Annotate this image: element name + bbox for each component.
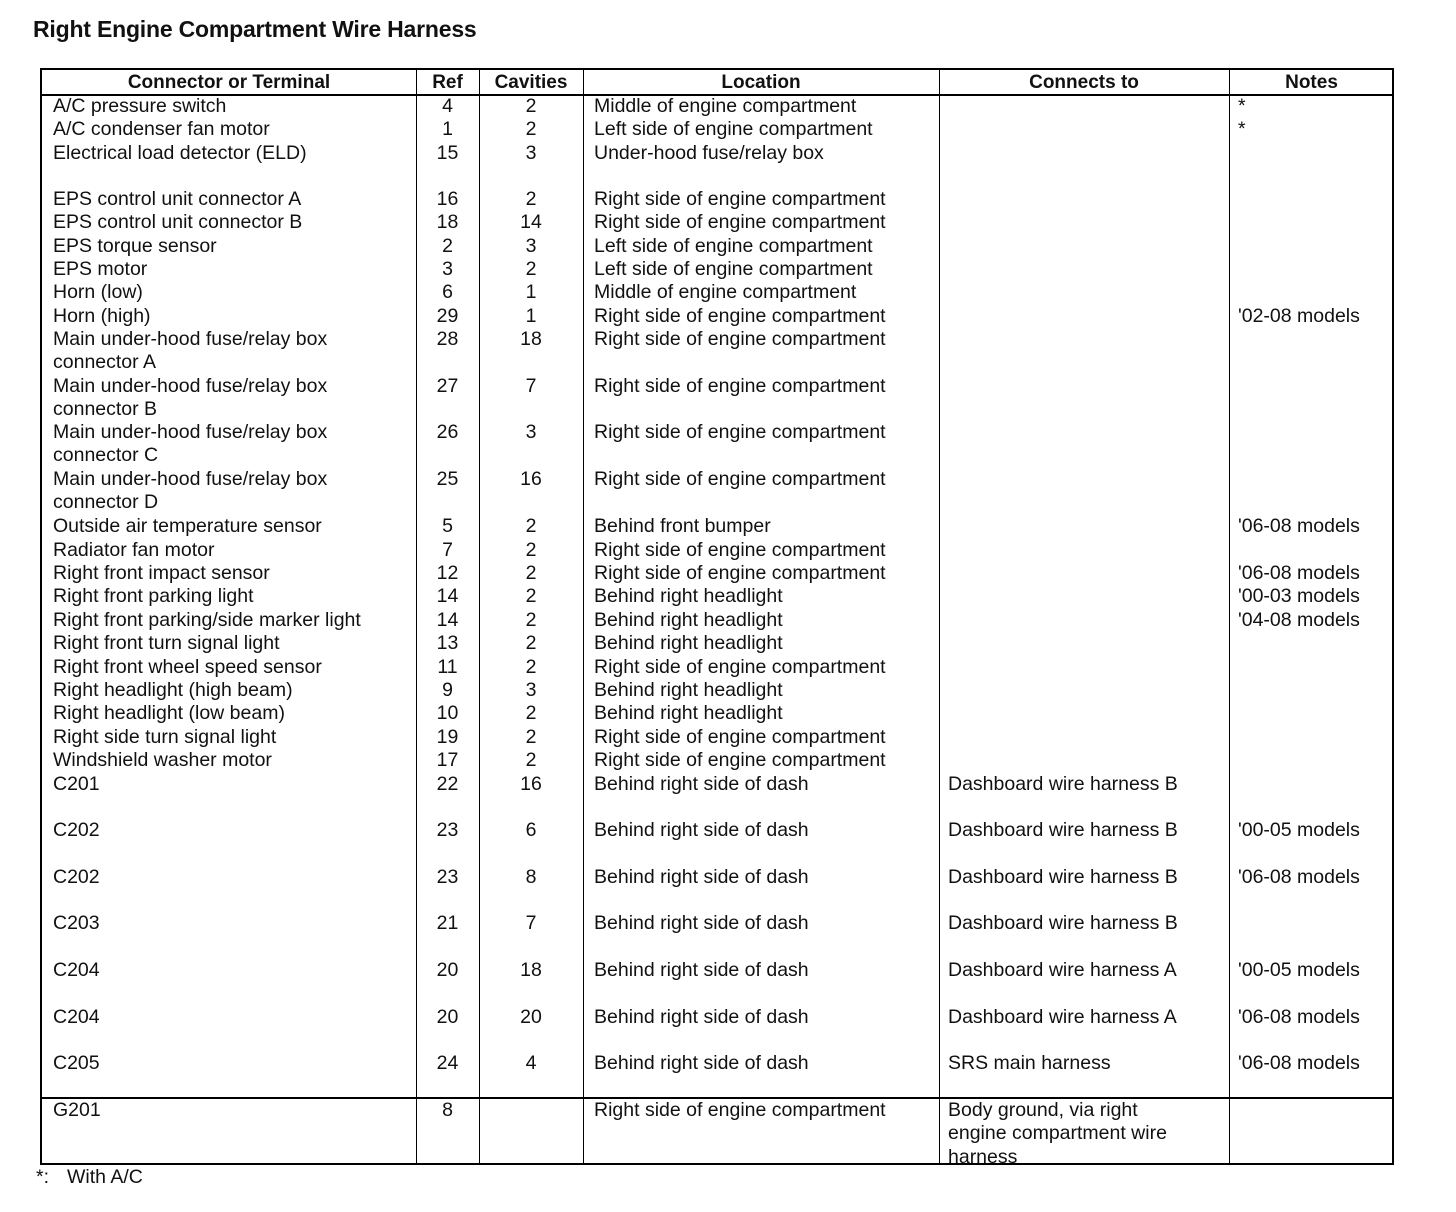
harness-table xyxy=(40,68,1394,1168)
cell-ref: 13 xyxy=(436,632,459,654)
cell-ref: 8 xyxy=(442,1099,453,1121)
cell-ref: 14 xyxy=(436,585,459,607)
cell-connector: Right front parking light xyxy=(53,585,254,607)
cell-ref: 23 xyxy=(436,819,459,841)
cell-ref: 15 xyxy=(436,142,459,164)
cell-location: Left side of engine compartment xyxy=(594,118,873,140)
cell-connector: EPS torque sensor xyxy=(53,235,217,257)
column-divider xyxy=(1229,70,1230,1163)
cell-connector: C204 xyxy=(53,1006,100,1028)
cell-cavities: 3 xyxy=(525,679,537,701)
footnote-text: With A/C xyxy=(67,1166,143,1188)
cell-location: Behind right side of dash xyxy=(594,1006,809,1028)
cell-location: Right side of engine compartment xyxy=(594,726,886,748)
cell-cavities: 6 xyxy=(525,819,537,841)
cell-cavities: 2 xyxy=(525,726,537,748)
cell-location: Right side of engine compartment xyxy=(594,468,886,490)
cell-connects-to: Dashboard wire harness A xyxy=(948,959,1177,981)
cell-location: Left side of engine compartment xyxy=(594,258,873,280)
cell-location: Right side of engine compartment xyxy=(594,188,886,210)
cell-ref: 20 xyxy=(436,959,459,981)
cell-location: Behind right side of dash xyxy=(594,819,809,841)
column-divider xyxy=(583,70,584,1163)
cell-cavities: 3 xyxy=(525,142,537,164)
cell-ref: 6 xyxy=(442,281,453,303)
cell-connector: Radiator fan motor xyxy=(53,539,215,561)
cell-connector: Main under-hood fuse/relay box xyxy=(53,328,328,350)
cell-cavities: 2 xyxy=(525,749,537,771)
cell-connector: C203 xyxy=(53,912,100,934)
header-connector: Connector or Terminal xyxy=(127,72,331,93)
cell-notes: '06-08 models xyxy=(1238,1052,1360,1074)
cell-location: Behind right headlight xyxy=(594,702,783,724)
cell-ref: 11 xyxy=(437,656,458,678)
cell-connector: Main under-hood fuse/relay box xyxy=(53,375,328,397)
cell-location: Middle of engine compartment xyxy=(594,281,857,303)
cell-location: Right side of engine compartment xyxy=(594,305,886,327)
header-ref: Ref xyxy=(432,72,463,93)
cell-cavities: 2 xyxy=(525,118,537,140)
header-cavities: Cavities xyxy=(494,72,568,93)
cell-location: Behind right headlight xyxy=(594,632,783,654)
cell-ref: 25 xyxy=(436,468,459,490)
cell-connector: Right front parking/side marker light xyxy=(53,609,361,631)
cell-connector: C202 xyxy=(53,866,100,888)
cell-location: Right side of engine compartment xyxy=(594,375,886,397)
cell-cavities: 7 xyxy=(525,375,537,397)
cell-cavities: 2 xyxy=(525,609,537,631)
cell-ref: 19 xyxy=(436,726,459,748)
cell-connects-to: SRS main harness xyxy=(948,1052,1111,1074)
cell-connector: Right front turn signal light xyxy=(53,632,280,654)
cell-connector: EPS control unit connector A xyxy=(53,188,302,210)
cell-notes: * xyxy=(1238,95,1246,117)
cell-cavities: 2 xyxy=(525,702,537,724)
cell-connector: Windshield washer motor xyxy=(53,749,272,771)
cell-cavities: 2 xyxy=(525,258,537,280)
cell-cavities: 1 xyxy=(525,305,537,327)
cell-cavities: 3 xyxy=(525,421,537,443)
cell-cavities: 3 xyxy=(525,235,537,257)
cell-connector: connector B xyxy=(53,398,158,421)
footnote xyxy=(36,1166,143,1189)
cell-ref: 23 xyxy=(436,866,459,888)
footnote-symbol: *: xyxy=(36,1166,50,1188)
cell-ref: 17 xyxy=(436,749,459,771)
cell-connector: A/C pressure switch xyxy=(53,95,227,117)
header-location: Location xyxy=(721,72,801,93)
header-notes: Notes xyxy=(1285,72,1338,93)
cell-notes: '06-08 models xyxy=(1238,562,1360,584)
cell-cavities: 18 xyxy=(520,959,542,981)
cell-location: Behind right headlight xyxy=(594,585,783,607)
cell-connects-to: engine compartment wire xyxy=(948,1122,1167,1145)
cell-cavities: 2 xyxy=(525,539,537,561)
cell-ref: 12 xyxy=(436,562,459,584)
cell-connector: EPS control unit connector B xyxy=(53,211,303,233)
cell-ref: 5 xyxy=(442,515,453,537)
cell-ref: 24 xyxy=(436,1052,459,1074)
cell-ref: 26 xyxy=(436,421,459,443)
cell-cavities: 20 xyxy=(520,1006,542,1028)
cell-connector: G201 xyxy=(53,1099,101,1121)
cell-cavities: 2 xyxy=(525,656,537,678)
cell-notes: '00-05 models xyxy=(1238,819,1360,841)
cell-notes: * xyxy=(1238,118,1246,140)
cell-notes: '06-08 models xyxy=(1238,1006,1360,1028)
cell-location: Behind right side of dash xyxy=(594,866,809,888)
cell-location: Behind right side of dash xyxy=(594,959,809,981)
cell-connector: EPS motor xyxy=(53,258,148,280)
cell-location: Right side of engine compartment xyxy=(594,421,886,443)
cell-cavities: 2 xyxy=(525,562,537,584)
cell-location: Right side of engine compartment xyxy=(594,562,886,584)
cell-notes: '06-08 models xyxy=(1238,515,1360,537)
cell-location: Right side of engine compartment xyxy=(594,328,886,350)
cell-cavities: 2 xyxy=(525,585,537,607)
cell-location: Behind right side of dash xyxy=(594,773,809,795)
cell-connects-to: Dashboard wire harness B xyxy=(948,819,1178,841)
cell-connects-to: Dashboard wire harness B xyxy=(948,773,1178,795)
cell-cavities: 8 xyxy=(525,866,537,888)
cell-location: Behind front bumper xyxy=(594,515,771,537)
cell-notes: '06-08 models xyxy=(1238,866,1360,888)
cell-location: Right side of engine compartment xyxy=(594,656,886,678)
cell-ref: 20 xyxy=(436,1006,459,1028)
cell-notes: '00-05 models xyxy=(1238,959,1360,981)
cell-location: Right side of engine compartment xyxy=(594,1099,886,1121)
cell-ref: 21 xyxy=(436,912,459,934)
cell-ref: 29 xyxy=(436,305,459,327)
cell-location: Middle of engine compartment xyxy=(594,95,857,117)
cell-notes: '02-08 models xyxy=(1238,305,1360,327)
cell-cavities: 2 xyxy=(525,515,537,537)
cell-cavities: 16 xyxy=(520,773,542,795)
cell-connector: C205 xyxy=(53,1052,100,1074)
cell-location: Right side of engine compartment xyxy=(594,211,886,233)
cell-cavities: 2 xyxy=(525,632,537,654)
cell-cavities: 14 xyxy=(520,211,542,233)
cell-connector: connector D xyxy=(53,491,159,514)
cell-connector: C202 xyxy=(53,819,100,841)
cell-connector: Main under-hood fuse/relay box xyxy=(53,421,328,443)
cell-connector: Right front impact sensor xyxy=(53,562,270,584)
cell-location: Behind right headlight xyxy=(594,679,783,701)
cell-connector: C201 xyxy=(53,773,100,795)
cell-cavities: 16 xyxy=(520,468,542,490)
cell-cavities: 1 xyxy=(525,281,537,303)
cell-location: Behind right side of dash xyxy=(594,1052,809,1074)
cell-location: Right side of engine compartment xyxy=(594,539,886,561)
cell-connects-to: harness xyxy=(948,1145,1018,1168)
cell-ref: 14 xyxy=(436,609,459,631)
cell-connector: Horn (high) xyxy=(53,305,151,327)
cell-connector: C204 xyxy=(53,959,100,981)
cell-ref: 10 xyxy=(436,702,459,724)
cell-cavities: 7 xyxy=(525,912,537,934)
cell-ref: 2 xyxy=(442,235,453,257)
cell-connects-to: Dashboard wire harness B xyxy=(948,912,1178,934)
cell-location: Behind right headlight xyxy=(594,609,783,631)
cell-connects-to: Dashboard wire harness A xyxy=(948,1006,1177,1028)
column-divider xyxy=(939,70,940,1163)
cell-ref: 18 xyxy=(436,211,459,233)
cell-ref: 9 xyxy=(442,679,453,701)
cell-connector: Horn (low) xyxy=(53,281,143,303)
cell-connector: Right front wheel speed sensor xyxy=(53,656,322,678)
cell-connector: connector A xyxy=(53,351,156,374)
cell-location: Right side of engine compartment xyxy=(594,749,886,771)
cell-connector: Right headlight (low beam) xyxy=(53,702,285,724)
cell-ref: 27 xyxy=(436,375,459,397)
cell-connector: Main under-hood fuse/relay box xyxy=(53,468,328,490)
cell-ref: 7 xyxy=(442,539,453,561)
header-connects-to: Connects to xyxy=(1029,72,1139,93)
cell-connector: connector C xyxy=(53,444,159,467)
cell-connector: Outside air temperature sensor xyxy=(53,515,322,537)
cell-ref: 3 xyxy=(442,258,453,280)
page-title: Right Engine Compartment Wire Harness xyxy=(33,16,477,42)
cell-connector: A/C condenser fan motor xyxy=(53,118,270,140)
cell-connects-to: Body ground, via right xyxy=(948,1099,1138,1121)
cell-connector: Electrical load detector (ELD) xyxy=(53,142,307,164)
cell-cavities: 4 xyxy=(525,1052,537,1074)
cell-notes: '00-03 models xyxy=(1238,585,1360,607)
cell-cavities: 2 xyxy=(525,95,537,117)
cell-connector: Right side turn signal light xyxy=(53,726,277,748)
cell-notes: '04-08 models xyxy=(1238,609,1360,631)
cell-cavities: 18 xyxy=(520,328,542,350)
cell-ref: 28 xyxy=(436,328,459,350)
cell-cavities: 2 xyxy=(525,188,537,210)
cell-location: Under-hood fuse/relay box xyxy=(594,142,824,164)
cell-ref: 4 xyxy=(442,95,453,117)
cell-location: Left side of engine compartment xyxy=(594,235,873,257)
cell-location: Behind right side of dash xyxy=(594,912,809,934)
cell-connects-to: Dashboard wire harness B xyxy=(948,866,1178,888)
cell-ref: 22 xyxy=(436,773,459,795)
cell-ref: 1 xyxy=(442,118,453,140)
cell-connector: Right headlight (high beam) xyxy=(53,679,293,701)
cell-ref: 16 xyxy=(436,188,459,210)
